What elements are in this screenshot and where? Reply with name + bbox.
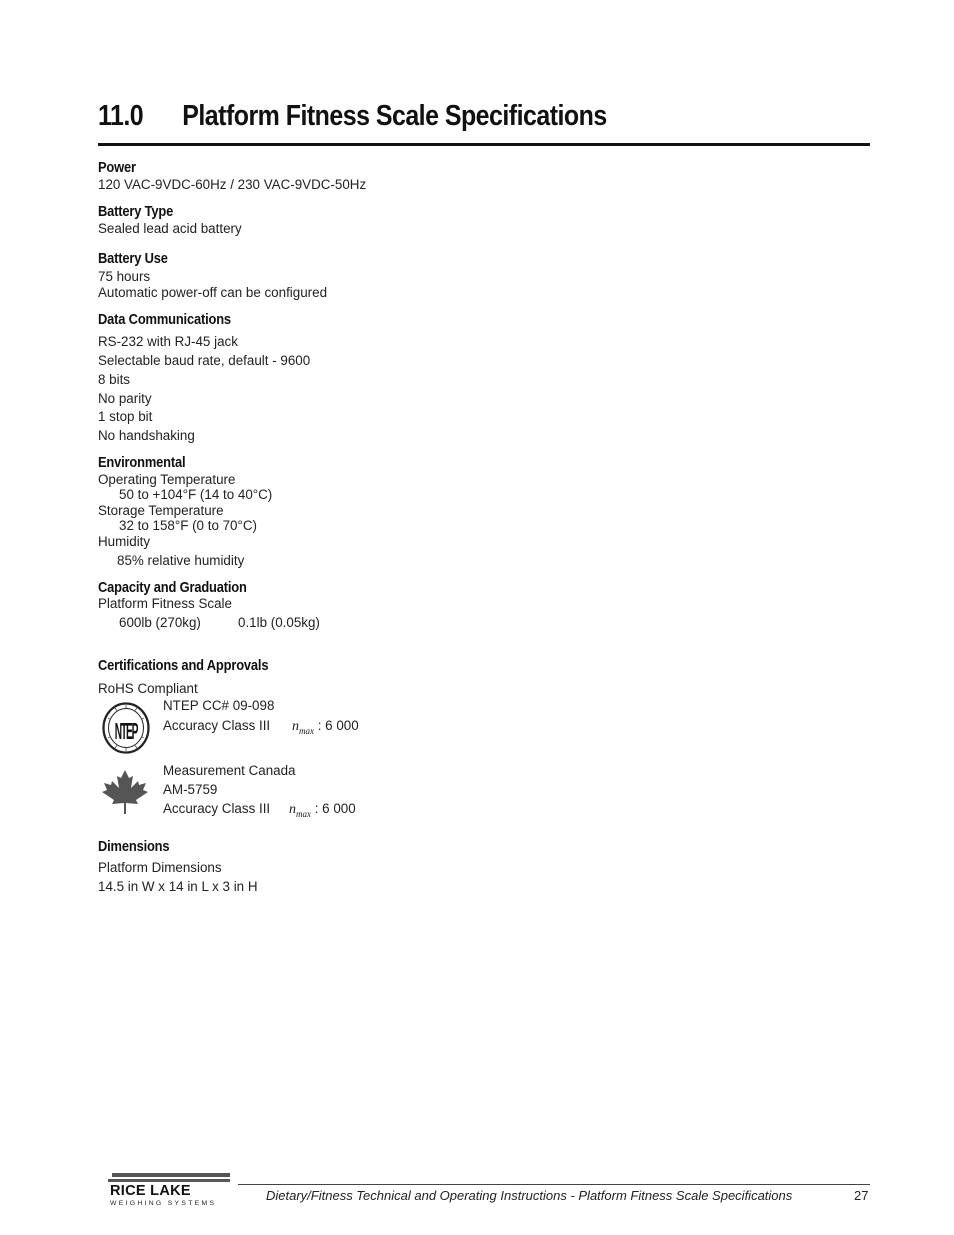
ntep-class: Accuracy Class III (163, 718, 271, 733)
ntep-nmax (292, 718, 359, 736)
mc-nmax (289, 801, 356, 819)
page-title (98, 100, 607, 133)
data-comm-line: 8 bits (98, 372, 131, 387)
ntep-n: n (292, 719, 299, 734)
storage-temp-value: 32 to 158°F (0 to 70°C) (119, 518, 257, 533)
environmental-heading: Environmental (98, 454, 186, 471)
mc-number: AM-5759 (163, 782, 218, 797)
battery-type-line: Sealed lead acid battery (98, 221, 242, 236)
logo-brand: RICE LAKE (110, 1183, 191, 1199)
battery-use-line: 75 hours (98, 269, 151, 284)
power-line: 120 VAC-9VDC-60Hz / 230 VAC-9VDC-50Hz (98, 177, 367, 192)
battery-use-line: Automatic power-off can be configured (98, 285, 328, 300)
battery-use-heading: Battery Use (98, 250, 168, 267)
power-heading: Power (98, 159, 136, 176)
mc-class: Accuracy Class III (163, 801, 271, 816)
dimensions-heading: Dimensions (98, 838, 170, 855)
mc-sub: max (296, 808, 311, 819)
humidity-label: Humidity (98, 534, 151, 549)
operating-temp-label: Operating Temperature (98, 472, 236, 487)
ntep-seal-icon (102, 702, 150, 754)
ntep-sub: max (299, 725, 314, 736)
mc-name: Measurement Canada (163, 763, 296, 778)
operating-temp-value: 50 to +104°F (14 to 40°C) (119, 487, 273, 502)
mc-n: n (289, 802, 296, 817)
capacity-product: Platform Fitness Scale (98, 596, 232, 611)
logo-sub: WEIGHING SYSTEMS (110, 1200, 217, 1207)
capacity-heading: Capacity and Graduation (98, 579, 247, 596)
dimensions-line: 14.5 in W x 14 in L x 3 in H (98, 879, 258, 894)
certifications-heading: Certifications and Approvals (98, 657, 269, 674)
dimensions-line: Platform Dimensions (98, 860, 222, 875)
graduation-value: 0.1lb (0.05kg) (238, 615, 320, 630)
data-comm-heading: Data Communications (98, 311, 231, 328)
title-rule (98, 143, 870, 146)
rice-lake-logo (108, 1172, 232, 1208)
section-title: Platform Fitness Scale Specifications (182, 100, 607, 132)
mc-value: : 6 000 (314, 801, 356, 816)
ntep-logo-text: NTEP (114, 718, 138, 744)
ntep-value: : 6 000 (317, 718, 359, 733)
data-comm-line: 1 stop bit (98, 409, 153, 424)
footer-text: Dietary/Fitness Technical and Operating Instructions - Platform Fitness Scale Specifications (266, 1188, 793, 1203)
storage-temp-label: Storage Temperature (98, 503, 224, 518)
data-comm-line: Selectable baud rate, default - 9600 (98, 353, 311, 368)
data-comm-line: No parity (98, 391, 152, 406)
data-comm-line: RS-232 with RJ-45 jack (98, 334, 238, 349)
ntep-line: NTEP CC# 09-098 (163, 698, 275, 713)
humidity-value: 85% relative humidity (117, 553, 245, 568)
battery-type-heading: Battery Type (98, 203, 174, 220)
data-comm-line: No handshaking (98, 428, 195, 443)
rohs-line: RoHS Compliant (98, 681, 198, 696)
page-number: 27 (854, 1188, 869, 1203)
maple-leaf-icon (100, 769, 150, 815)
capacity-value: 600lb (270kg) (119, 615, 201, 630)
section-number: 11.0 (98, 100, 144, 132)
footer-rule (238, 1184, 870, 1185)
